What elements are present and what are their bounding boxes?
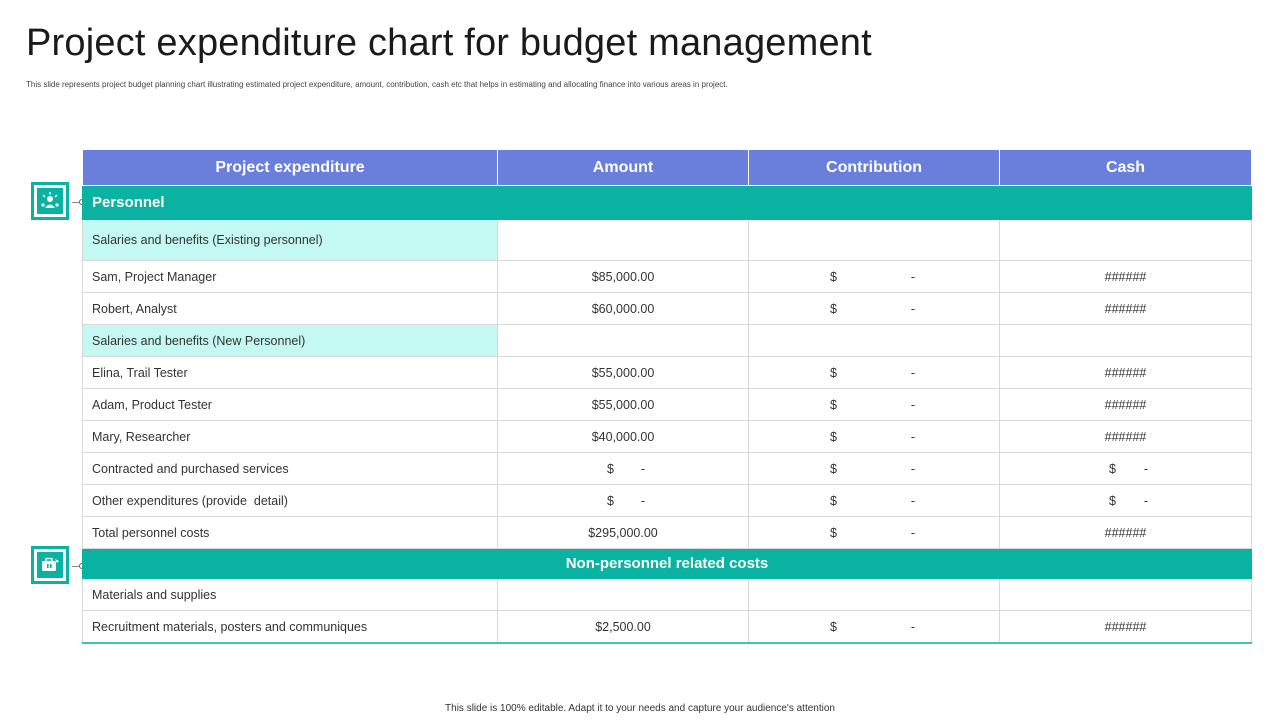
empty-cell — [749, 220, 1000, 261]
currency-symbol: $ — [830, 493, 837, 508]
table-row — [83, 421, 1252, 453]
table-row — [83, 453, 1252, 485]
table-row — [83, 357, 1252, 389]
cash-cell: ###### — [1000, 357, 1252, 389]
dash-value: - — [640, 493, 645, 508]
empty-cell — [749, 325, 1000, 357]
currency-symbol: $ — [830, 269, 837, 284]
amount-cell: $40,000.00 — [498, 421, 749, 453]
amount-cell — [498, 453, 749, 485]
cash-cell: ###### — [1000, 611, 1252, 644]
dash-value: - — [910, 269, 915, 284]
header-contribution: Contribution — [749, 150, 1000, 186]
contribution-cell — [749, 389, 1000, 421]
row-label: Total personnel costs — [83, 517, 498, 549]
table-row — [83, 293, 1252, 325]
team-leader-icon — [37, 188, 63, 214]
row-label: Other expenditures (provide detail) — [83, 485, 498, 517]
cash-cell: ###### — [1000, 389, 1252, 421]
page-title: Project expenditure chart for budget management — [26, 22, 872, 64]
dash-value: - — [640, 461, 645, 476]
empty-cell — [749, 579, 1000, 611]
empty-cell — [498, 220, 749, 261]
currency-symbol: $ — [830, 301, 837, 316]
currency-symbol: $ — [830, 461, 837, 476]
dash-value: - — [1143, 461, 1148, 476]
contribution-cell — [749, 517, 1000, 549]
non-personnel-icon-box — [31, 546, 69, 584]
row-label: Adam, Product Tester — [83, 389, 498, 421]
amount-cell: $55,000.00 — [498, 357, 749, 389]
currency-symbol: $ — [830, 365, 837, 380]
table-row — [83, 485, 1252, 517]
dash-value: - — [910, 461, 915, 476]
header-project-expenditure: Project expenditure — [83, 150, 498, 186]
row-label: Mary, Researcher — [83, 421, 498, 453]
amount-cell — [498, 485, 749, 517]
subheader-row-new — [83, 325, 1252, 357]
header-amount: Amount — [498, 150, 749, 186]
contribution-cell — [749, 261, 1000, 293]
briefcase-icon — [37, 552, 63, 578]
currency-symbol: $ — [830, 619, 837, 634]
currency-symbol: $ — [1109, 461, 1116, 476]
budget-table — [82, 149, 1252, 644]
dash-value: - — [910, 397, 915, 412]
personnel-icon-box — [31, 182, 69, 220]
amount-cell: $55,000.00 — [498, 389, 749, 421]
currency-symbol: $ — [1109, 493, 1116, 508]
subheader-new-label: Salaries and benefits (New Personnel) — [83, 325, 498, 357]
table-row-total — [83, 517, 1252, 549]
subheader-existing-label: Salaries and benefits (Existing personnel) — [83, 220, 498, 261]
row-label: Recruitment materials, posters and communiques — [83, 611, 498, 644]
table-row — [83, 389, 1252, 421]
section-title-non-personnel: Non-personnel related costs — [83, 549, 1252, 579]
table-row — [83, 611, 1252, 644]
amount-cell: $85,000.00 — [498, 261, 749, 293]
amount-cell: $60,000.00 — [498, 293, 749, 325]
empty-cell — [1000, 579, 1252, 611]
row-label: Elina, Trail Tester — [83, 357, 498, 389]
empty-cell — [498, 579, 749, 611]
subheader-row-existing — [83, 220, 1252, 261]
dash-value: - — [910, 429, 915, 444]
dash-value: - — [910, 365, 915, 380]
section-row-non-personnel — [83, 549, 1252, 579]
footer-note: This slide is 100% editable. Adapt it to your needs and capture your audience's attention — [445, 703, 835, 714]
contribution-cell — [749, 485, 1000, 517]
section-row-personnel — [83, 186, 1252, 220]
cash-cell: ###### — [1000, 421, 1252, 453]
row-label: Materials and supplies — [83, 579, 498, 611]
currency-symbol: $ — [607, 493, 614, 508]
row-label: Sam, Project Manager — [83, 261, 498, 293]
dash-value: - — [910, 619, 915, 634]
header-cash: Cash — [1000, 150, 1252, 186]
amount-cell: $2,500.00 — [498, 611, 749, 644]
page-subtitle: This slide represents project budget planning chart illustrating estimated project expenditure, amount, contribution, cash etc that helps in estimating and allocating finance into various areas in project. — [26, 80, 728, 89]
empty-cell — [1000, 220, 1252, 261]
section-title-personnel: Personnel — [83, 186, 1252, 220]
contribution-cell — [749, 293, 1000, 325]
currency-symbol: $ — [607, 461, 614, 476]
currency-symbol: $ — [830, 525, 837, 540]
dash-value: - — [910, 301, 915, 316]
contribution-cell — [749, 453, 1000, 485]
dash-value: - — [1143, 493, 1148, 508]
contribution-cell — [749, 611, 1000, 644]
empty-cell — [1000, 325, 1252, 357]
table-header-row — [83, 150, 1252, 186]
currency-symbol: $ — [830, 397, 837, 412]
row-label: Robert, Analyst — [83, 293, 498, 325]
currency-symbol: $ — [830, 429, 837, 444]
dash-value: - — [910, 493, 915, 508]
cash-cell: ###### — [1000, 261, 1252, 293]
empty-cell — [498, 325, 749, 357]
amount-cell: $295,000.00 — [498, 517, 749, 549]
contribution-cell — [749, 421, 1000, 453]
cash-cell: ###### — [1000, 293, 1252, 325]
dash-value: - — [910, 525, 915, 540]
cash-cell: ###### — [1000, 517, 1252, 549]
table-row — [83, 579, 1252, 611]
row-label: Contracted and purchased services — [83, 453, 498, 485]
contribution-cell — [749, 357, 1000, 389]
table-row — [83, 261, 1252, 293]
cash-cell — [1000, 453, 1252, 485]
cash-cell — [1000, 485, 1252, 517]
